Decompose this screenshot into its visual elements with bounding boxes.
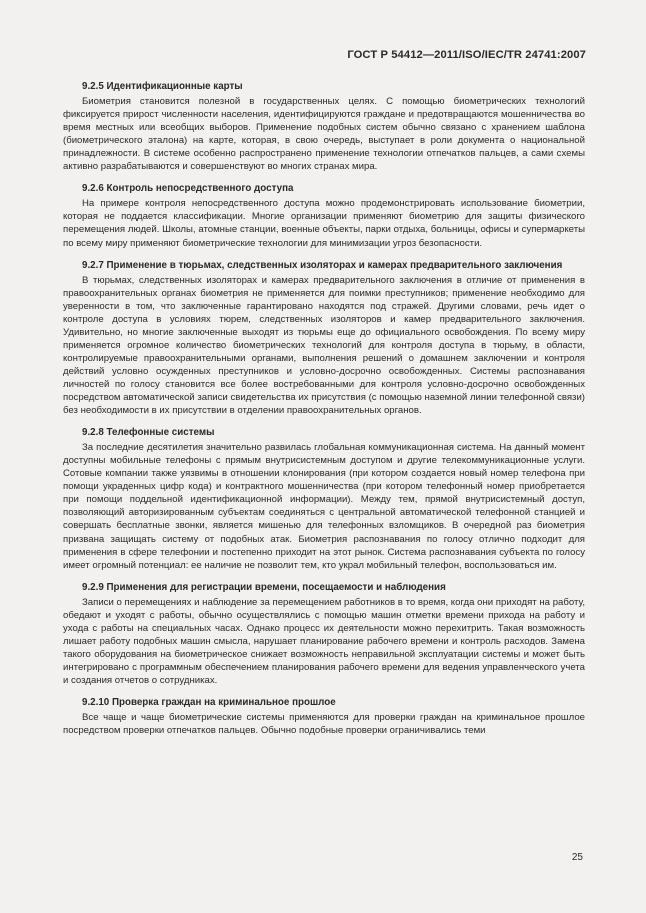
paragraph: За последние десятилетия значительно развилась глобальная коммуникационная система. На данный момент доступны мобильные телефоны с прямым внутрисистемным доступом и другие телекоммуникационные услуги. Сотовые компании также уязвимы в отношении клонирования (при котором создается новый номер телефона при помощи украденных цифр кода) и контрактного мошенничества (при котором телефонный номер приобретается при помощи поддельной идентификационной информации). Между тем, прямой внутрисистемный доступ, позволяющий авторизированным субъектам соединяться с центральной автоматической телефонной станцией и совершать бесплатные звонки, является мишенью для телефонных взломщиков. В очередной раз биометрия призвана защищать систему от подобных атак. Биометрия распознавания по голосу отлично подходит для применения в сфере телефонии и постепенно приходит на этот рынок. Система распознавания субъекта по голосу имеет огромный потенциал: ее наличие не позволит тем, кто украл мобильный телефон, воспользоваться им. [63,442,585,571]
section-9-2-8 [63,426,585,572]
standard-header: ГОСТ Р 54412—2011/ISO/IEC/TR 24741:2007 [347,49,586,61]
paragraph: Записи о перемещениях и наблюдение за перемещением работников в то время, когда они приходят на работу, обедают и уходят с работы, обычно осуществлялись с помощью машин отметки времени прихода на работу и ухода с работы на специальных часах. Однако процесс их деятельности можно перехитрить. Такая возможность лишает работу подобных машин смысла, нарушает планирование рабочего времени и контроль расходов. Замена такого оборудования на биометрическое снижает возможность неправильной эксплуатации системы и может быть интегрировано с программным обеспечением планирования рабочего времени для ведения управленческого учета и создания отчетов о сотрудниках. [63,596,585,686]
section-9-2-9 [63,581,585,687]
section-9-2-7 [63,259,585,418]
paragraph: Все чаще и чаще биометрические системы применяются для проверки граждан на криминальное прошлое посредством проверки отпечатков пальцев. Обычно подобные проверки ограничивались теми [63,712,585,737]
section-heading: 9.2.6 Контроль непосредственного доступа [82,183,294,195]
document-body [63,80,585,746]
section-heading: 9.2.8 Телефонные системы [82,427,215,439]
section-heading: 9.2.10 Проверка граждан на криминальное прошлое [82,697,336,709]
paragraph: В тюрьмах, следственных изоляторах и камерах предварительного заключения в отличие от применения в правоохранительных органах биометрия не применяется для поимки преступников; применение необходимо для уверенности в том, что заключенные гарантировано находятся под стражей. Другими словами, речь идет о контроле доступа в условиях тюрем, следственных изоляторов и камер предварительного заключения. Удивительно, но многие заключенные выходят из тюрьмы еще до официального освобождения. По всему миру применяется огромное количество биометрических технологий для контроля доступа в тюрьму, в области, контролируемые правоохранительными органами, выполнения решений о домашнем заключении и контроля действий условно осужденных преступников и условно-досрочно освобожденных. Системы распознавания личностей по голосу становится все более востребованными для контроля условно-досрочно освобожденных посредством автоматической записи свидетельства их присутствия (с помощью наземной линии телефонной связи) без необходимости в их присутствии в отделении правоохранительных органов. [63,274,585,417]
section-heading: 9.2.7 Применение в тюрьмах, следственных изоляторах и камерах предварительного заключения [82,259,563,271]
page-number: 25 [571,852,583,863]
section-9-2-10 [63,696,585,737]
paragraph: Биометрия становится полезной в государственных целях. С помощью биометрических технологий фиксируется прирост численности населения, идентифицируются граждане и предотвращаются мошенничества во время местных или всеобщих выборов. Применение подобных систем обычно связано с хранением шаблона (биометрического эталона) на карте, которая, в свою очередь, выступает в роли документа о национальной принадлежности. В системе особенно распространено применение технологии отпечатков пальцев, а сами схемы активно разрабатываются и совершенствуют во многих странах мира. [63,96,585,173]
section-heading: 9.2.5 Идентификационные карты [82,81,243,92]
section-9-2-5 [63,80,585,173]
section-9-2-6 [63,182,585,249]
section-heading: 9.2.9 Применения для регистрации времени, посещаемости и наблюдения [82,581,446,593]
paragraph: На примере контроля непосредственного доступа можно продемонстрировать использование биометрии, которая не поддается классификации. Многие организации применяют биометрию для защиты физического перемещения людей. Школы, атомные станции, военные объекты, парки отдыха, больницы, офисы и супермаркеты по всему миру применяют биометрические технологии для минимизации угроз безопасности. [63,198,585,249]
